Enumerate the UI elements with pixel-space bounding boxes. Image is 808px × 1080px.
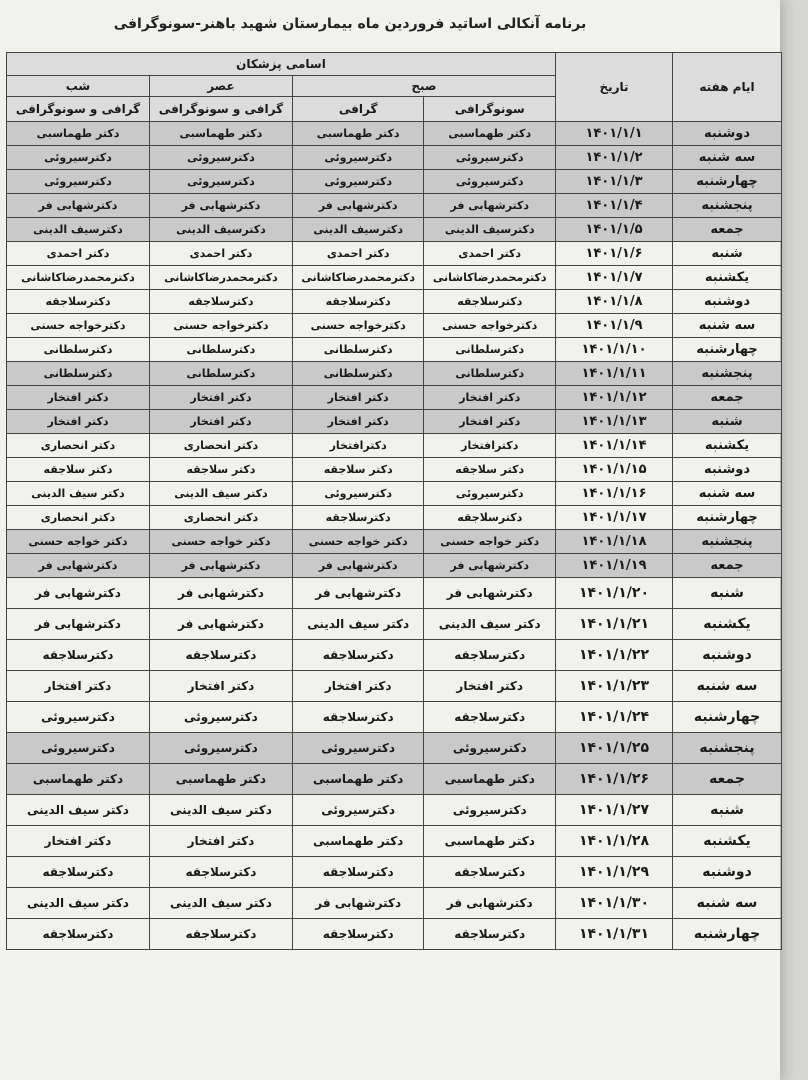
cell-morning-sono: دکترسیروئی — [424, 482, 556, 506]
table-row — [7, 122, 782, 146]
table-row — [7, 702, 782, 733]
cell-morning-radio: دکتر سیف الدینی — [292, 609, 424, 640]
cell-evening: دکتر سیف الدینی — [149, 795, 292, 826]
table-row — [7, 314, 782, 338]
header-date: تاریخ — [556, 53, 673, 122]
cell-morning-radio: دکتر افتخار — [292, 410, 424, 434]
header-evening: عصر — [149, 76, 292, 97]
cell-night: دکتر انحصاری — [7, 506, 150, 530]
cell-evening: دکترسیروئی — [149, 146, 292, 170]
cell-morning-radio: دکترسلاجقه — [292, 702, 424, 733]
cell-evening: دکتر سیف الدینی — [149, 888, 292, 919]
table-row — [7, 482, 782, 506]
cell-night: دکترسلاجقه — [7, 640, 150, 671]
header-night-sub: گرافی و سونوگرافی — [7, 97, 150, 122]
cell-day: شنبه — [673, 242, 782, 266]
cell-date: ۱۴۰۱/۱/۹ — [556, 314, 673, 338]
cell-night: دکترسلطانی — [7, 338, 150, 362]
cell-night: دکتر افتخار — [7, 671, 150, 702]
cell-day: سه شنبه — [673, 146, 782, 170]
cell-date: ۱۴۰۱/۱/۵ — [556, 218, 673, 242]
cell-morning-radio: دکترسلاجقه — [292, 919, 424, 950]
cell-night: دکتر خواجه حسنی — [7, 530, 150, 554]
cell-morning-radio: دکترشهابی فر — [292, 194, 424, 218]
cell-morning-sono: دکترسیف الدینی — [424, 218, 556, 242]
cell-date: ۱۴۰۱/۱/۱۱ — [556, 362, 673, 386]
cell-evening: دکتر انحصاری — [149, 506, 292, 530]
table-row — [7, 764, 782, 795]
cell-date: ۱۴۰۱/۱/۲۳ — [556, 671, 673, 702]
cell-day: شنبه — [673, 410, 782, 434]
cell-morning-sono: دکترسلطانی — [424, 362, 556, 386]
cell-date: ۱۴۰۱/۱/۲ — [556, 146, 673, 170]
header-morning-sono: سونوگرافی — [424, 97, 556, 122]
cell-evening: دکترسلاجقه — [149, 640, 292, 671]
cell-night: دکتر سیف الدینی — [7, 888, 150, 919]
header-night: شب — [7, 76, 150, 97]
cell-morning-radio: دکتر افتخار — [292, 671, 424, 702]
table-row — [7, 826, 782, 857]
cell-night: دکترسلاجقه — [7, 290, 150, 314]
cell-day: سه شنبه — [673, 482, 782, 506]
cell-night: دکترشهابی فر — [7, 194, 150, 218]
cell-date: ۱۴۰۱/۱/۴ — [556, 194, 673, 218]
schedule-table — [6, 52, 782, 950]
cell-evening: دکتر احمدی — [149, 242, 292, 266]
page-title: برنامه آنکالی اساتید فروردین ماه بیمارستان شهید باهنر-سونوگرافی — [113, 16, 587, 32]
table-row — [7, 530, 782, 554]
cell-morning-sono: دکتر افتخار — [424, 386, 556, 410]
cell-night: دکترمحمدرضاکاشانی — [7, 266, 150, 290]
cell-date: ۱۴۰۱/۱/۸ — [556, 290, 673, 314]
cell-evening: دکتر افتخار — [149, 671, 292, 702]
table-row — [7, 266, 782, 290]
cell-night: دکتر سیف الدینی — [7, 795, 150, 826]
cell-date: ۱۴۰۱/۱/۲۴ — [556, 702, 673, 733]
cell-day: چهارشنبه — [673, 338, 782, 362]
cell-day: پنجشنبه — [673, 733, 782, 764]
cell-date: ۱۴۰۱/۱/۱۶ — [556, 482, 673, 506]
cell-day: چهارشنبه — [673, 919, 782, 950]
cell-morning-sono: دکترسیروئی — [424, 146, 556, 170]
table-row — [7, 410, 782, 434]
header-day: ایام هفته — [673, 53, 782, 122]
cell-night: دکتر طهماسبی — [7, 764, 150, 795]
cell-date: ۱۴۰۱/۱/۳۰ — [556, 888, 673, 919]
cell-night: دکترسیروئی — [7, 146, 150, 170]
cell-date: ۱۴۰۱/۱/۳۱ — [556, 919, 673, 950]
table-row — [7, 170, 782, 194]
cell-morning-radio: دکترسیروئی — [292, 146, 424, 170]
cell-morning-sono: دکترسلاجقه — [424, 290, 556, 314]
table-row — [7, 795, 782, 826]
cell-morning-radio: دکترخواجه حسنی — [292, 314, 424, 338]
cell-evening: دکترسیف الدینی — [149, 218, 292, 242]
cell-night: دکتر سیف الدینی — [7, 482, 150, 506]
cell-date: ۱۴۰۱/۱/۱۲ — [556, 386, 673, 410]
table-body — [7, 122, 782, 950]
cell-day: یکشنبه — [673, 826, 782, 857]
cell-morning-radio: دکترشهابی فر — [292, 888, 424, 919]
cell-morning-radio: دکترسلاجقه — [292, 290, 424, 314]
cell-date: ۱۴۰۱/۱/۱۳ — [556, 410, 673, 434]
cell-day: سه شنبه — [673, 888, 782, 919]
cell-evening: دکترسلاجقه — [149, 290, 292, 314]
cell-morning-sono: دکتر طهماسبی — [424, 764, 556, 795]
table-row — [7, 888, 782, 919]
table-row — [7, 578, 782, 609]
cell-morning-sono: دکتر طهماسبی — [424, 826, 556, 857]
cell-day: چهارشنبه — [673, 702, 782, 733]
cell-evening: دکتر خواجه حسنی — [149, 530, 292, 554]
cell-evening: دکترسلاجقه — [149, 919, 292, 950]
cell-day: یکشنبه — [673, 266, 782, 290]
cell-date: ۱۴۰۱/۱/۲۷ — [556, 795, 673, 826]
cell-day: شنبه — [673, 578, 782, 609]
cell-night: دکتر طهماسبی — [7, 122, 150, 146]
cell-evening: دکترسلاجقه — [149, 857, 292, 888]
table-row — [7, 434, 782, 458]
cell-day: دوشنبه — [673, 857, 782, 888]
cell-date: ۱۴۰۱/۱/۱ — [556, 122, 673, 146]
cell-morning-radio: دکتر خواجه حسنی — [292, 530, 424, 554]
cell-evening: دکترشهابی فر — [149, 194, 292, 218]
cell-day: پنجشنبه — [673, 362, 782, 386]
cell-evening: دکتر افتخار — [149, 386, 292, 410]
table-row — [7, 554, 782, 578]
cell-night: دکتر انحصاری — [7, 434, 150, 458]
cell-night: دکتر افتخار — [7, 410, 150, 434]
cell-night: دکترسیف الدینی — [7, 218, 150, 242]
cell-day: سه شنبه — [673, 671, 782, 702]
cell-morning-sono: دکترشهابی فر — [424, 194, 556, 218]
cell-night: دکترسیروئی — [7, 170, 150, 194]
cell-morning-sono: دکتر افتخار — [424, 671, 556, 702]
cell-evening: دکترشهابی فر — [149, 609, 292, 640]
cell-morning-radio: دکترسیروئی — [292, 733, 424, 764]
cell-morning-sono: دکترسلاجقه — [424, 640, 556, 671]
cell-evening: دکترسیروئی — [149, 170, 292, 194]
cell-morning-sono: دکتر خواجه حسنی — [424, 530, 556, 554]
cell-date: ۱۴۰۱/۱/۱۴ — [556, 434, 673, 458]
cell-day: شنبه — [673, 795, 782, 826]
cell-evening: دکترمحمدرضاکاشانی — [149, 266, 292, 290]
cell-morning-radio: دکتر طهماسبی — [292, 764, 424, 795]
cell-date: ۱۴۰۱/۱/۲۸ — [556, 826, 673, 857]
cell-date: ۱۴۰۱/۱/۲۹ — [556, 857, 673, 888]
cell-night: دکترشهابی فر — [7, 609, 150, 640]
cell-night: دکترشهابی فر — [7, 578, 150, 609]
cell-morning-sono: دکترسیروئی — [424, 795, 556, 826]
cell-date: ۱۴۰۱/۱/۲۵ — [556, 733, 673, 764]
cell-night: دکتر احمدی — [7, 242, 150, 266]
header-doctors: اسامی پزشکان — [7, 53, 556, 76]
cell-night: دکترشهابی فر — [7, 554, 150, 578]
table-row — [7, 919, 782, 950]
cell-morning-sono: دکترسیروئی — [424, 733, 556, 764]
cell-evening: دکتر سلاجقه — [149, 458, 292, 482]
cell-evening: دکترسلطانی — [149, 362, 292, 386]
cell-morning-sono: دکتر سیف الدینی — [424, 609, 556, 640]
cell-morning-sono: دکترشهابی فر — [424, 554, 556, 578]
cell-evening: دکترسلطانی — [149, 338, 292, 362]
cell-morning-sono: دکترافتخار — [424, 434, 556, 458]
cell-day: جمعه — [673, 764, 782, 795]
cell-evening: دکتر افتخار — [149, 410, 292, 434]
cell-morning-radio: دکتر سلاجقه — [292, 458, 424, 482]
header-morning: صبح — [292, 76, 555, 97]
table-row — [7, 506, 782, 530]
cell-day: دوشنبه — [673, 458, 782, 482]
cell-night: دکترسلاجقه — [7, 919, 150, 950]
cell-day: چهارشنبه — [673, 170, 782, 194]
cell-morning-sono: دکترسلطانی — [424, 338, 556, 362]
cell-morning-sono: دکترسلاجقه — [424, 857, 556, 888]
table-row — [7, 290, 782, 314]
table-row — [7, 218, 782, 242]
cell-day: دوشنبه — [673, 122, 782, 146]
cell-date: ۱۴۰۱/۱/۶ — [556, 242, 673, 266]
cell-evening: دکتر طهماسبی — [149, 122, 292, 146]
table-row — [7, 458, 782, 482]
table-row — [7, 194, 782, 218]
cell-date: ۱۴۰۱/۱/۲۱ — [556, 609, 673, 640]
cell-day: پنجشنبه — [673, 530, 782, 554]
cell-morning-radio: دکترسیف الدینی — [292, 218, 424, 242]
cell-night: دکتر سلاجقه — [7, 458, 150, 482]
cell-morning-sono: دکترشهابی فر — [424, 578, 556, 609]
cell-date: ۱۴۰۱/۱/۱۸ — [556, 530, 673, 554]
cell-date: ۱۴۰۱/۱/۲۲ — [556, 640, 673, 671]
cell-evening: دکترسیروئی — [149, 702, 292, 733]
table-row — [7, 733, 782, 764]
cell-morning-sono: دکترمحمدرضاکاشانی — [424, 266, 556, 290]
cell-morning-radio: دکترشهابی فر — [292, 554, 424, 578]
cell-day: جمعه — [673, 554, 782, 578]
cell-morning-sono: دکترسلاجقه — [424, 506, 556, 530]
cell-date: ۱۴۰۱/۱/۱۹ — [556, 554, 673, 578]
cell-morning-sono: دکتر احمدی — [424, 242, 556, 266]
cell-day: چهارشنبه — [673, 506, 782, 530]
table-row — [7, 146, 782, 170]
cell-night: دکترخواجه حسنی — [7, 314, 150, 338]
cell-day: جمعه — [673, 386, 782, 410]
cell-evening: دکترشهابی فر — [149, 578, 292, 609]
cell-night: دکترسلاجقه — [7, 857, 150, 888]
cell-morning-radio: دکترسلاجقه — [292, 506, 424, 530]
cell-morning-radio: دکترسلاجقه — [292, 640, 424, 671]
cell-morning-sono: دکترسلاجقه — [424, 919, 556, 950]
table-row — [7, 609, 782, 640]
cell-morning-radio: دکترسیروئی — [292, 795, 424, 826]
cell-morning-sono: دکتر افتخار — [424, 410, 556, 434]
cell-morning-radio: دکتر افتخار — [292, 386, 424, 410]
cell-date: ۱۴۰۱/۱/۲۶ — [556, 764, 673, 795]
cell-evening: دکتر سیف الدینی — [149, 482, 292, 506]
cell-evening: دکتر انحصاری — [149, 434, 292, 458]
cell-date: ۱۴۰۱/۱/۳ — [556, 170, 673, 194]
cell-night: دکترسلطانی — [7, 362, 150, 386]
cell-morning-radio: دکترسلطانی — [292, 362, 424, 386]
cell-morning-radio: دکترسلطانی — [292, 338, 424, 362]
cell-morning-sono: دکترشهابی فر — [424, 888, 556, 919]
cell-date: ۱۴۰۱/۱/۱۵ — [556, 458, 673, 482]
cell-morning-radio: دکترمحمدرضاکاشانی — [292, 266, 424, 290]
cell-day: پنجشنبه — [673, 194, 782, 218]
cell-evening: دکتر افتخار — [149, 826, 292, 857]
table-row — [7, 640, 782, 671]
header-morning-radio: گرافی — [292, 97, 424, 122]
cell-morning-sono: دکتر سلاجقه — [424, 458, 556, 482]
cell-morning-radio: دکترسیروئی — [292, 482, 424, 506]
cell-morning-radio: دکتر احمدی — [292, 242, 424, 266]
cell-morning-radio: دکتر طهماسبی — [292, 122, 424, 146]
cell-morning-radio: دکترشهابی فر — [292, 578, 424, 609]
cell-day: سه شنبه — [673, 314, 782, 338]
cell-morning-sono: دکتر طهماسبی — [424, 122, 556, 146]
cell-evening: دکترشهابی فر — [149, 554, 292, 578]
cell-morning-sono: دکترسیروئی — [424, 170, 556, 194]
cell-day: یکشنبه — [673, 434, 782, 458]
table-row — [7, 362, 782, 386]
cell-date: ۱۴۰۱/۱/۲۰ — [556, 578, 673, 609]
table-row — [7, 338, 782, 362]
cell-morning-sono: دکترسلاجقه — [424, 702, 556, 733]
table-row — [7, 386, 782, 410]
cell-morning-radio: دکترسیروئی — [292, 170, 424, 194]
table-row — [7, 857, 782, 888]
header-evening-sub: گرافی و سونوگرافی — [149, 97, 292, 122]
cell-day: دوشنبه — [673, 640, 782, 671]
cell-date: ۱۴۰۱/۱/۷ — [556, 266, 673, 290]
cell-night: دکتر افتخار — [7, 386, 150, 410]
cell-day: جمعه — [673, 218, 782, 242]
cell-morning-radio: دکتر طهماسبی — [292, 826, 424, 857]
cell-morning-radio: دکترسلاجقه — [292, 857, 424, 888]
cell-evening: دکتر طهماسبی — [149, 764, 292, 795]
cell-evening: دکترسیروئی — [149, 733, 292, 764]
cell-night: دکترسیروئی — [7, 733, 150, 764]
cell-night: دکترسیروئی — [7, 702, 150, 733]
cell-day: یکشنبه — [673, 609, 782, 640]
cell-morning-sono: دکترخواجه حسنی — [424, 314, 556, 338]
table-row — [7, 242, 782, 266]
table-row — [7, 671, 782, 702]
cell-night: دکتر افتخار — [7, 826, 150, 857]
cell-day: دوشنبه — [673, 290, 782, 314]
table-header — [7, 53, 782, 122]
cell-date: ۱۴۰۱/۱/۱۰ — [556, 338, 673, 362]
cell-evening: دکترخواجه حسنی — [149, 314, 292, 338]
cell-morning-radio: دکترافتخار — [292, 434, 424, 458]
cell-date: ۱۴۰۱/۱/۱۷ — [556, 506, 673, 530]
